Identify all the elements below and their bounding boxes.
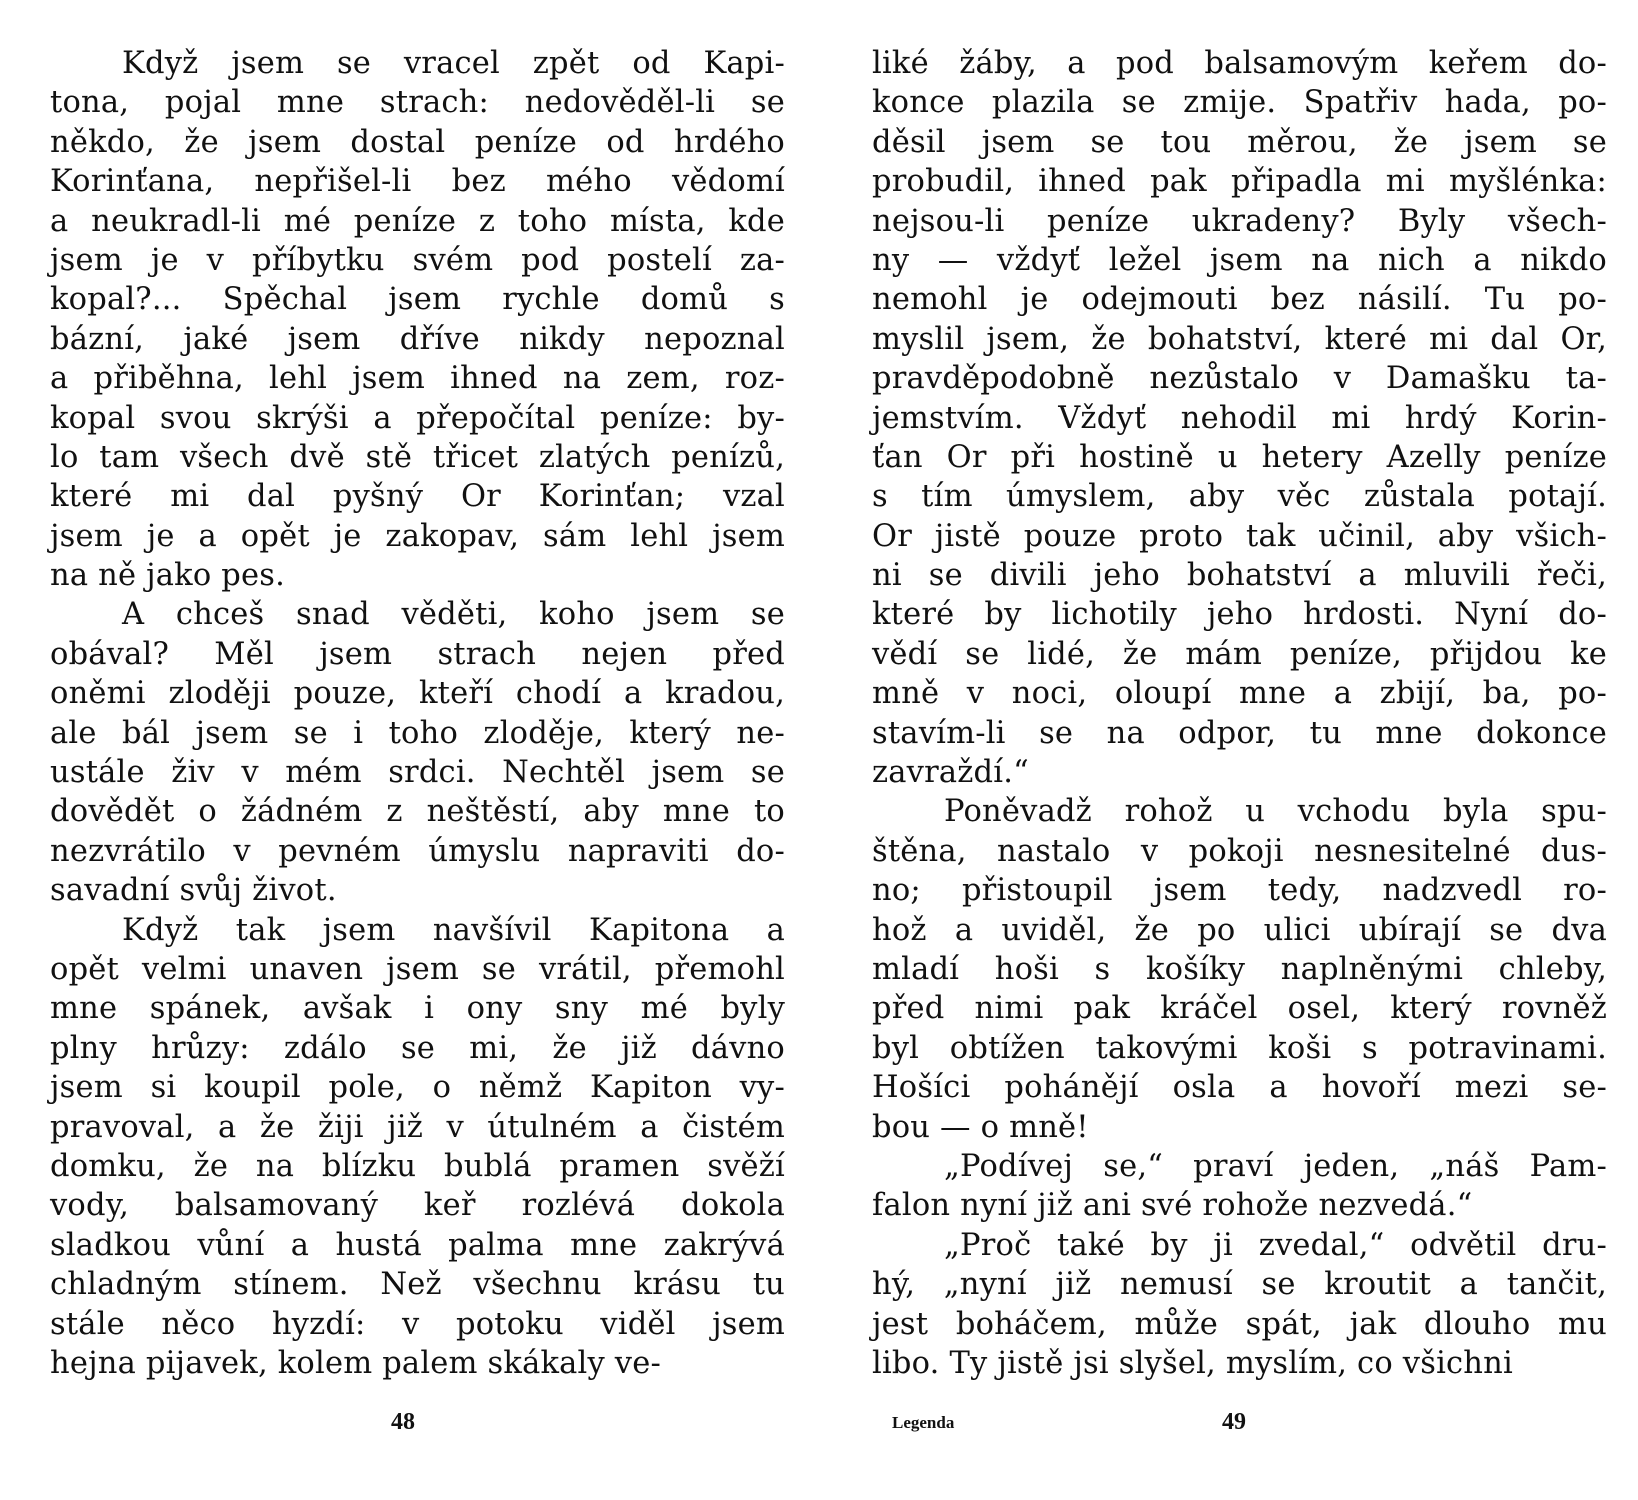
text-line: ni se divili jeho bohatství a mluvili řeči, [872, 558, 1607, 594]
text-line: před nimi pak kráčel osel, který rovněž [872, 991, 1607, 1027]
text-line: falon nyní již ani své rohože nezvedá.“ [872, 1188, 1473, 1224]
text-line: Korinťana, nepřišel-li bez mého vědomí [50, 164, 785, 200]
text-line: opět velmi unaven jsem se vrátil, přemohl [50, 951, 785, 987]
text-line: štěna, nastalo v pokoji nesnesitelné dus- [872, 833, 1607, 869]
text-line: jsem je a opět je zakopav, sám lehl jsem [50, 518, 785, 554]
text-line: nezvrátilo v pevném úmyslu napraviti do- [50, 833, 785, 869]
printer-signature-mark: Legenda [892, 1413, 955, 1432]
text-line: „Proč také by ji zvedal,“ odvětil dru- [944, 1227, 1607, 1263]
text-line: lo tam všech dvě stě třicet zlatých penízů, [50, 439, 785, 475]
text-line: stavím-li se na odpor, tu mne dokonce [872, 715, 1607, 751]
text-line: jsem si koupil pole, o němž Kapiton vy- [50, 1070, 785, 1106]
text-line: kopal?... Spěchal jsem rychle domů s [50, 282, 785, 318]
text-line: myslil jsem, že bohatství, které mi dal Or, [872, 321, 1607, 357]
text-line: bázní, jaké jsem dříve nikdy nepoznal [50, 321, 785, 357]
text-line: jest boháčem, může spát, jak dlouho mu [872, 1306, 1607, 1342]
text-line: oněmi zloději pouze, kteří chodí a kradou, [50, 676, 785, 712]
text-line: mně v noci, oloupí mne a zbijí, ba, po- [872, 676, 1607, 712]
text-line: zavraždí.“ [872, 755, 1029, 791]
text-line: na ně jako pes. [50, 558, 286, 594]
text-line: hož a uviděl, že po ulici ubírají se dva [872, 912, 1607, 948]
left-page [50, 44, 785, 1383]
text-line: obával? Měl jsem strach nejen před [50, 636, 785, 672]
text-line: tona, pojal mne strach: nedověděl-li se [50, 85, 785, 121]
text-line: s tím úmyslem, aby věc zůstala potají. [872, 479, 1607, 515]
text-line: Když jsem se vracel zpět od Kapi- [122, 46, 785, 81]
text-line: Hošíci pohánějí osla a hovoří mezi se- [872, 1070, 1607, 1106]
text-line: savadní svůj život. [50, 873, 337, 909]
text-line: které by lichotily jeho hrdosti. Nyní do- [872, 597, 1607, 633]
text-line: ny — vždyť ležel jsem na nich a nikdo [872, 242, 1607, 278]
text-line: dovědět o žádném z neštěstí, aby mne to [50, 794, 785, 830]
text-line: Poněvadž rohož u vchodu byla spu- [944, 794, 1607, 830]
text-line: byl obtížen takovými koši s potravinami. [872, 1030, 1607, 1066]
text-line: bou — o mně! [872, 1109, 1089, 1145]
text-line: jemstvím. Vždyť nehodil mi hrdý Korin- [872, 400, 1607, 436]
text-line: domku, že na blízku bublá pramen svěží [50, 1148, 785, 1184]
text-line: a neukradl-li mé peníze z toho místa, kde [50, 203, 785, 239]
text-line: pravoval, a že žiji již v útulném a čistém [50, 1109, 785, 1145]
text-line: hý, „nyní již nemusí se kroutit a tančit, [872, 1267, 1607, 1303]
text-line: „Podívej se,“ praví jeden, „náš Pam- [944, 1148, 1607, 1184]
text-line: hejna pijavek, kolem palem skákaly ve- [50, 1345, 661, 1381]
text-line: mladí hoši s košíky naplněnými chleby, [872, 951, 1607, 987]
text-line: ťan Or při hostině u hetery Azelly peníze [872, 439, 1607, 475]
text-line: no; přistoupil jsem tedy, nadzvedl ro- [872, 873, 1607, 909]
text-line: pravděpodobně nezůstalo v Damašku ta- [872, 361, 1607, 397]
text-line: probudil, ihned pak připadla mi myšlénka: [872, 164, 1607, 200]
text-line: a přiběhna, lehl jsem ihned na zem, roz- [50, 361, 785, 397]
text-line: ustále živ v mém srdci. Nechtěl jsem se [50, 755, 785, 791]
text-line: Or jistě pouze proto tak učinil, aby všich- [872, 518, 1607, 554]
text-line: stále něco hyzdí: v potoku viděl jsem [50, 1306, 785, 1342]
page-number-right: 49 [1222, 1409, 1246, 1435]
text-line: kopal svou skrýši a přepočítal peníze: by- [50, 400, 785, 436]
text-line: někdo, že jsem dostal peníze od hrdého [50, 124, 785, 160]
text-line: vědí se lidé, že mám peníze, přijdou ke [872, 636, 1607, 672]
text-line: vody, balsamovaný keř rozlévá dokola [50, 1188, 785, 1224]
text-line: které mi dal pyšný Or Korinťan; vzal [50, 479, 785, 515]
text-line: chladným stínem. Než všechnu krásu tu [50, 1267, 785, 1303]
text-line: A chceš snad věděti, koho jsem se [122, 597, 785, 633]
text-line: mne spánek, avšak i ony sny mé byly [50, 991, 785, 1027]
text-line: libo. Ty jistě jsi slyšel, myslím, co všichni [872, 1345, 1513, 1381]
text-line: děsil jsem se tou měrou, že jsem se [872, 124, 1607, 160]
text-line: nejsou-li peníze ukradeny? Byly všech- [872, 203, 1607, 239]
text-line: konce plazila se zmije. Spatřiv hada, po- [872, 85, 1607, 121]
text-line: sladkou vůní a hustá palma mne zakrývá [50, 1227, 785, 1263]
text-line: liké žáby, a pod balsamovým keřem do- [872, 46, 1607, 81]
right-page [872, 44, 1607, 1383]
text-line: Když tak jsem navšívil Kapitona a [122, 912, 785, 948]
page-number-left: 48 [391, 1409, 415, 1435]
text-line: nemohl je odejmouti bez násilí. Tu po- [872, 282, 1607, 318]
text-line: ale bál jsem se i toho zloděje, který ne- [50, 715, 785, 751]
text-line: jsem je v příbytku svém pod postelí za- [50, 242, 785, 278]
text-line: plny hrůzy: zdálo se mi, že již dávno [50, 1030, 785, 1066]
